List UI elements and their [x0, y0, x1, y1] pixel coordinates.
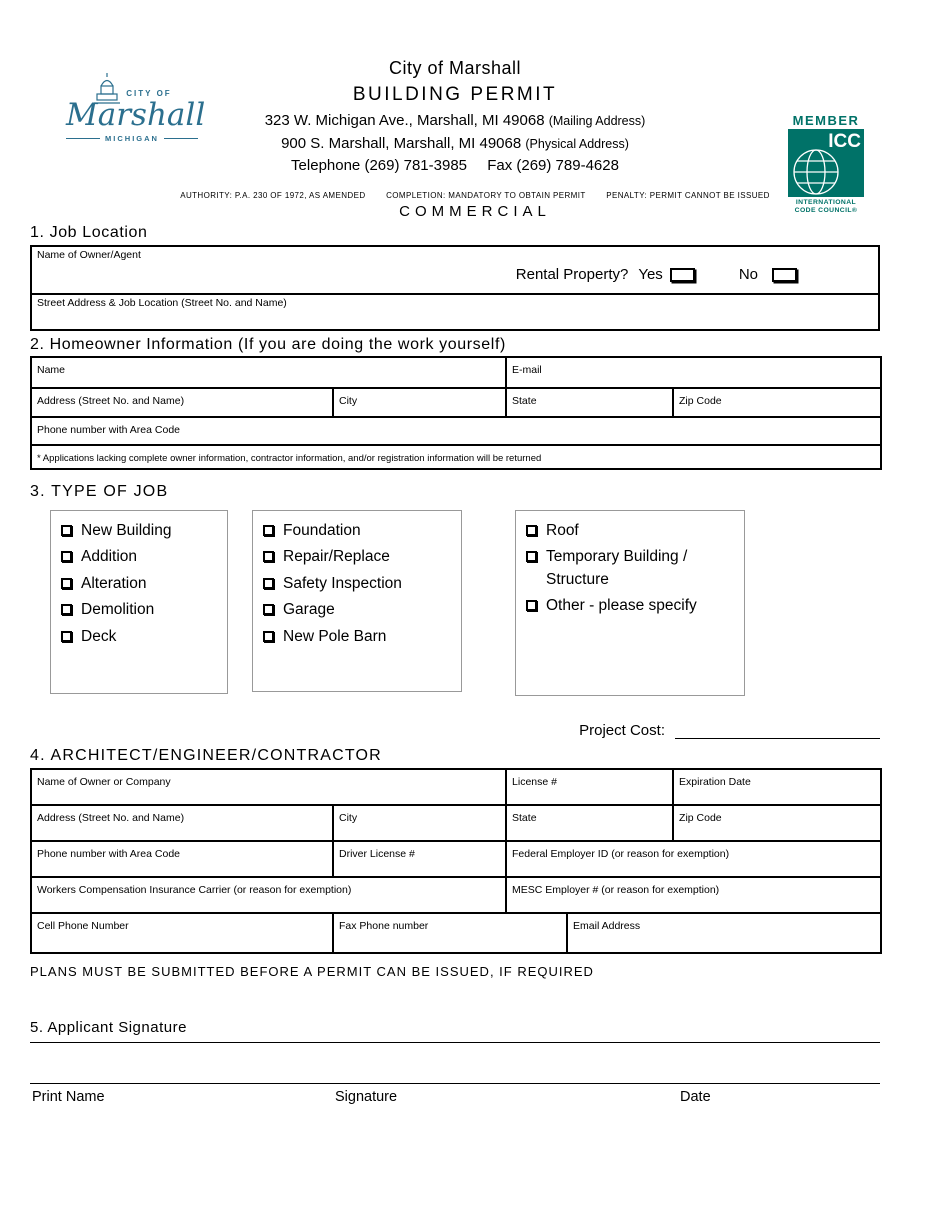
contractor-address-label: Address (Street No. and Name): [37, 812, 185, 824]
logo-rule-left: [66, 138, 100, 139]
homeowner-email-cell[interactable]: [506, 357, 881, 388]
icc-org-line1: INTERNATIONAL: [795, 199, 857, 206]
email-address-label: Email Address: [573, 920, 641, 932]
homeowner-phone-label: Phone number with Area Code: [37, 424, 181, 436]
homeowner-zip-cell[interactable]: [673, 388, 881, 417]
homeowner-name-label: Name: [37, 364, 66, 376]
penalty-part: PENALTY: PERMIT CANNOT BE ISSUED: [606, 191, 770, 200]
contractor-name-cell[interactable]: [31, 769, 506, 805]
applications-note-cell: [31, 445, 881, 469]
checkbox-icon[interactable]: [61, 551, 72, 562]
icc-globe-icon: [788, 129, 864, 197]
contractor-name-label: Name of Owner or Company: [37, 776, 171, 788]
checkbox-icon[interactable]: [263, 551, 274, 562]
job-option-new-pole-barn[interactable]: New Pole Barn: [263, 626, 451, 648]
workers-comp-label: Workers Compensation Insurance Carrier (or reason for exemption): [37, 884, 352, 896]
checkbox-icon[interactable]: [61, 525, 72, 536]
project-cost-input-line[interactable]: [675, 723, 880, 739]
email-address-cell[interactable]: [567, 913, 881, 953]
phone-fax-line: [160, 157, 750, 174]
job-option-repair-replace[interactable]: Repair/Replace: [263, 546, 451, 568]
contractor-phone-cell[interactable]: [31, 841, 333, 877]
fax-number: Fax (269) 789-4628: [487, 157, 619, 174]
job-box-3: [515, 510, 745, 696]
expiration-label: Expiration Date: [679, 776, 751, 788]
icc-member-logo: [786, 113, 866, 216]
homeowner-phone-cell[interactable]: [31, 417, 881, 445]
logo-city-of-text: CITY OF: [126, 89, 172, 98]
telephone-number: Telephone (269) 781-3985: [291, 157, 468, 174]
section4-title: 4. ARCHITECT/ENGINEER/CONTRACTOR: [30, 747, 382, 764]
icc-logo-box: [786, 129, 866, 197]
logo-marshall-text: Marshall: [66, 97, 206, 133]
mesc-label: MESC Employer # (or reason for exemption): [512, 884, 720, 896]
homeowner-info-table: [30, 356, 882, 470]
contractor-phone-label: Phone number with Area Code: [37, 848, 181, 860]
homeowner-city-label: City: [339, 395, 358, 407]
job-option-roof[interactable]: Roof: [526, 520, 734, 542]
rental-no-checkbox[interactable]: [772, 268, 797, 282]
contractor-info-table: [30, 768, 882, 954]
mailing-address-line: [160, 112, 750, 129]
rental-no-label: No: [738, 266, 758, 283]
checkbox-icon[interactable]: [526, 600, 537, 611]
section1-title: 1. Job Location: [30, 224, 148, 241]
form-header: [0, 0, 950, 224]
owner-agent-cell[interactable]: [31, 246, 879, 294]
street-address-label: Street Address & Job Location (Street No. and Name): [37, 297, 287, 309]
rental-property-row: [37, 266, 873, 283]
rental-yes-checkbox[interactable]: [670, 268, 695, 282]
section3-title: 3. TYPE OF JOB: [30, 483, 169, 500]
homeowner-address-cell[interactable]: [31, 388, 333, 417]
homeowner-state-label: State: [512, 395, 537, 407]
authority-line: [0, 191, 950, 200]
contractor-zip-label: Zip Code: [679, 812, 722, 824]
mailing-address: 323 W. Michigan Ave., Marshall, MI 49068: [264, 112, 545, 129]
job-option-garage[interactable]: Garage: [263, 599, 451, 621]
checkbox-icon[interactable]: [526, 525, 537, 536]
job-option-demolition[interactable]: Demolition: [61, 599, 217, 621]
checkbox-icon[interactable]: [526, 551, 537, 562]
logo-michigan-text: MICHIGAN: [105, 134, 159, 143]
checkbox-icon[interactable]: [61, 578, 72, 589]
license-label: License #: [512, 776, 557, 788]
checkbox-icon[interactable]: [61, 631, 72, 642]
project-cost-row: [30, 722, 880, 739]
job-option-new-building[interactable]: New Building: [61, 520, 217, 542]
header-title-block: [160, 58, 750, 174]
contractor-state-label: State: [512, 812, 537, 824]
signature-caption-row: [30, 1089, 880, 1109]
physical-address: 900 S. Marshall, Marshall, MI 49068: [281, 135, 522, 152]
page-subtitle: BUILDING PERMIT: [352, 84, 558, 105]
applications-note: * Applications lacking complete owner information, contractor information, and/or registration information will be returned: [37, 453, 542, 464]
job-location-table: [30, 245, 880, 331]
homeowner-email-label: E-mail: [512, 364, 542, 376]
job-box-1: [50, 510, 228, 694]
job-option-deck[interactable]: Deck: [61, 626, 217, 648]
job-option-temporary-building[interactable]: Temporary Building / Structure: [526, 546, 734, 591]
cell-phone-cell[interactable]: [31, 913, 333, 953]
federal-id-label: Federal Employer ID (or reason for exemption): [512, 848, 730, 860]
contractor-state-cell[interactable]: [506, 805, 673, 841]
homeowner-zip-label: Zip Code: [679, 395, 722, 407]
homeowner-state-cell[interactable]: [506, 388, 673, 417]
authority-part: AUTHORITY: P.A. 230 OF 1972, AS AMENDED: [180, 191, 366, 200]
rental-yes-label: Yes: [638, 266, 663, 283]
date-label: Date: [680, 1089, 711, 1105]
mesc-cell[interactable]: [506, 877, 881, 913]
icc-member-text: MEMBER: [792, 113, 860, 128]
svg-text:ICC: ICC: [828, 131, 861, 152]
job-box-2: [252, 510, 462, 692]
physical-address-line: [160, 135, 750, 152]
signature-input-line[interactable]: [30, 1083, 880, 1084]
physical-address-label: (Physical Address): [525, 137, 629, 151]
job-option-foundation[interactable]: Foundation: [263, 520, 451, 542]
federal-id-cell[interactable]: [506, 841, 881, 877]
driver-license-cell[interactable]: [333, 841, 506, 877]
contractor-zip-cell[interactable]: [673, 805, 881, 841]
fax-phone-cell[interactable]: [333, 913, 567, 953]
homeowner-city-cell[interactable]: [333, 388, 506, 417]
fax-phone-label: Fax Phone number: [339, 920, 429, 932]
contractor-city-cell[interactable]: [333, 805, 506, 841]
contractor-city-label: City: [339, 812, 358, 824]
permit-type-label: COMMERCIAL: [399, 203, 551, 220]
driver-license-label: Driver License #: [339, 848, 415, 860]
workers-comp-cell[interactable]: [31, 877, 506, 913]
checkbox-icon[interactable]: [263, 631, 274, 642]
type-of-job-boxes: [30, 510, 880, 696]
checkbox-icon[interactable]: [263, 578, 274, 589]
section5-title: 5. Applicant Signature: [30, 1019, 880, 1043]
plans-required-note: PLANS MUST BE SUBMITTED BEFORE A PERMIT CAN BE ISSUED, IF REQUIRED: [30, 964, 594, 979]
job-option-addition[interactable]: Addition: [61, 546, 217, 568]
checkbox-icon[interactable]: [61, 604, 72, 615]
contractor-address-cell[interactable]: [31, 805, 333, 841]
rental-property-question: Rental Property?: [515, 266, 629, 283]
expiration-cell[interactable]: [673, 769, 881, 805]
mailing-address-label: (Mailing Address): [548, 114, 646, 128]
project-cost-label: Project Cost:: [579, 722, 665, 739]
owner-agent-label: Name of Owner/Agent: [37, 249, 141, 261]
job-option-other[interactable]: Other - please specify: [526, 595, 734, 617]
print-name-label: Print Name: [32, 1089, 105, 1105]
license-cell[interactable]: [506, 769, 673, 805]
section2-title: 2. Homeowner Information (If you are doing the work yourself): [30, 336, 506, 353]
homeowner-address-label: Address (Street No. and Name): [37, 395, 185, 407]
job-option-alteration[interactable]: Alteration: [61, 573, 217, 595]
checkbox-icon[interactable]: [263, 604, 274, 615]
job-option-safety-inspection[interactable]: Safety Inspection: [263, 573, 451, 595]
signature-label: Signature: [335, 1089, 398, 1105]
homeowner-name-cell[interactable]: [31, 357, 506, 388]
form-body: [0, 224, 950, 1109]
cell-phone-label: Cell Phone Number: [37, 920, 129, 932]
completion-part: COMPLETION: MANDATORY TO OBTAIN PERMIT: [386, 191, 586, 200]
street-address-cell[interactable]: [31, 294, 879, 330]
icc-org-line2: CODE COUNCIL®: [794, 207, 858, 215]
page-title: City of Marshall: [388, 58, 522, 78]
checkbox-icon[interactable]: [263, 525, 274, 536]
